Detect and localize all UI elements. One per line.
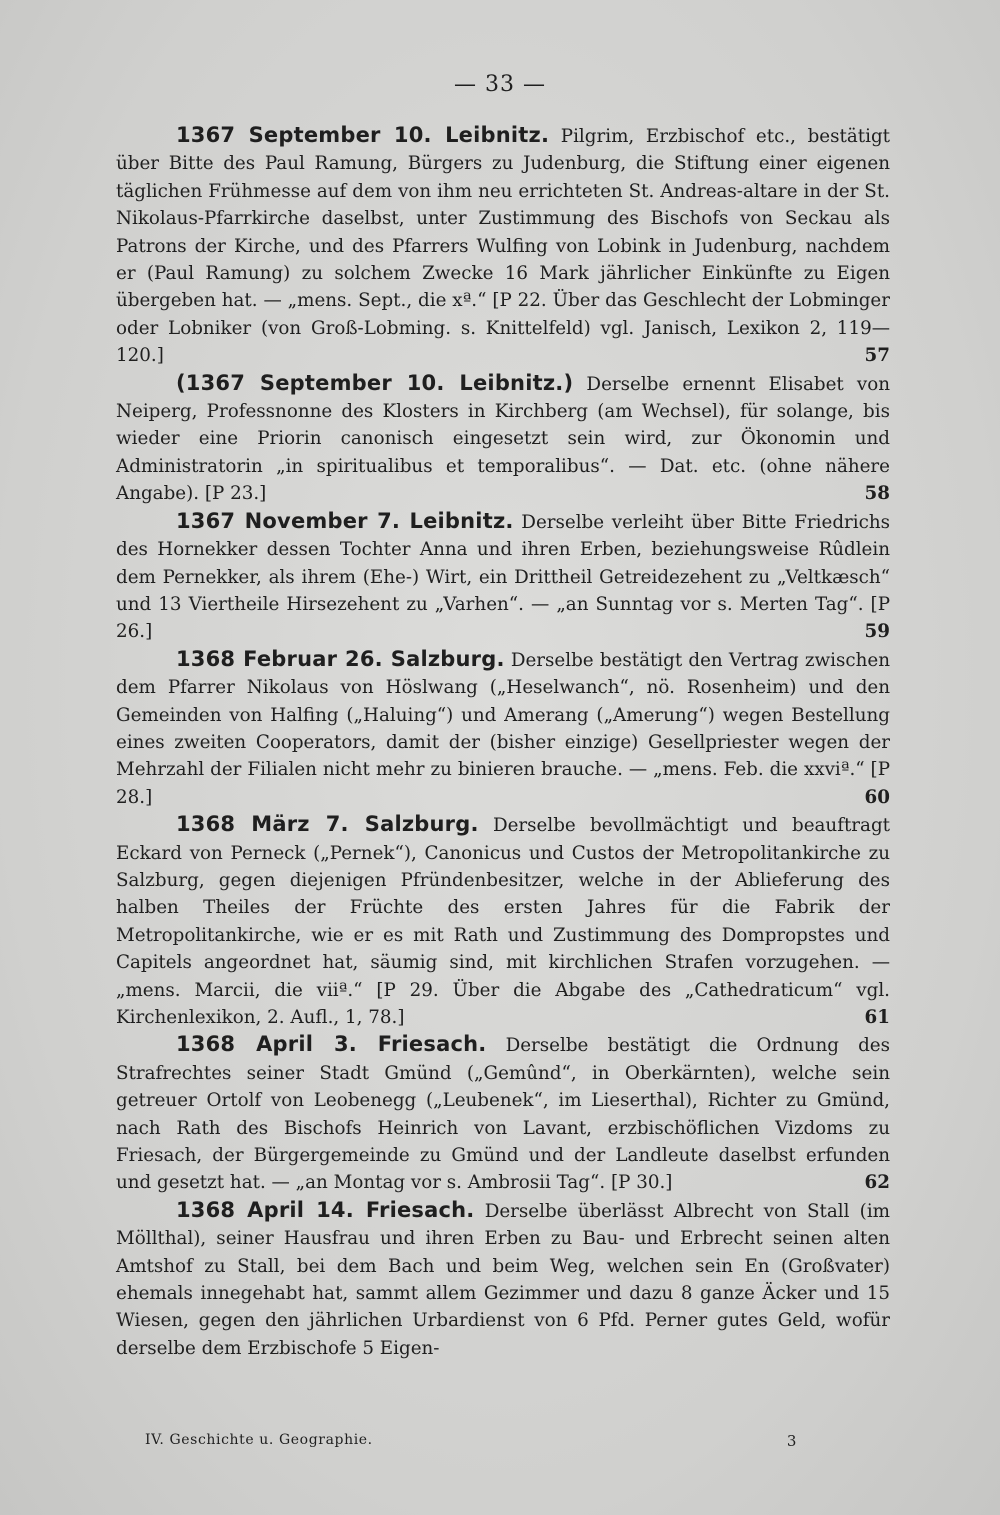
entry-heading: 1367 September 10. Leibnitz.	[176, 123, 550, 147]
entry-text: Derselbe bestätigt die Ordnung des Strafrechtes seiner Stadt Gmünd („Gemûnd“, in Oberkärnten), welche sein getreuer Ortolf von Leobenegg („Leubenek“, im Lieserthal), Richter zu Gmünd, nach Rath des Bischofs Heinrich von Lavant, erzbischöflichen Vizdoms zu Friesach, der Bürgergemeinde zu Gmünd und der Landleute daselbst erfunden und gesetzt hat. — „an Montag vor s. Ambrosii Tag“. [P 30.]	[116, 1035, 890, 1194]
regest-entry	[116, 811, 890, 1031]
entry-number: 61	[864, 1007, 890, 1028]
entry-text: Derselbe ernennt Elisabet von Neiperg, Professnonne des Klosters in Kirchberg (am Wechsel), für solange, bis wieder eine Priorin canonisch eingesetzt sein wird, zur Ökonomin und Administratorin „in spiritualibus et temporalibus“. — Dat. etc. (ohne nähere Angabe). [P 23.]	[116, 373, 890, 505]
entry-paragraph	[116, 646, 890, 811]
document-body	[116, 122, 890, 1362]
entry-paragraph	[116, 1197, 890, 1362]
entry-heading: (1367 September 10. Leibnitz.)	[176, 370, 574, 395]
page-footer	[145, 1432, 797, 1450]
entry-paragraph	[116, 122, 890, 370]
entry-heading: 1368 April 3. Friesach.	[176, 1032, 487, 1057]
regest-entry	[116, 508, 890, 646]
entry-heading: 1368 April 14. Friesach.	[176, 1197, 475, 1222]
entry-number: 62	[864, 1172, 890, 1194]
regest-entry	[116, 122, 890, 370]
regest-entry	[116, 1197, 890, 1362]
regest-entry	[116, 1031, 890, 1196]
entry-text: Derselbe verleiht über Bitte Friedrichs des Hornekker dessen Tochter Anna und ihren Erben, beziehungsweise Rûdlein dem Pernekker, als ihrem (Ehe-) Wirt, ein Drittheil Getreidezehent zu „Veltkæsch“ und 13 Viertheile Hirsezehent zu „Varhen“. — „an Sunntag vor s. Merten Tag“. [P 26.]	[116, 511, 891, 643]
entry-number: 59	[864, 621, 890, 643]
entry-number: 58	[864, 483, 890, 505]
entry-text: Derselbe bevollmächtigt und beauftragt Eckard von Perneck („Pernek“), Canonicus und Custos der Metropolitankirche zu Salzburg, gegen diejenigen Pfründenbesitzer, welche in der Ablieferung des halben Theiles der Früchte des ersten Jahres für die Fabrik der Metropolitankirche, wie er es mit Rath und Zustimmung des Dompropstes und Capitels angeordnet hat, säumig sind, mit kirchlichen Strafen vorzugehen. — „mens. Marcii, die viiª.“ [P 29. Über die Abgabe des „Cathedraticum“ vgl. Kirchenlexikon, 2. Aufl., 1, 78.]	[116, 815, 890, 1028]
entry-paragraph	[116, 811, 890, 1031]
entry-number: 57	[864, 345, 890, 367]
footer-section-title: IV. Geschichte u. Geographie.	[145, 1432, 373, 1448]
entry-heading: 1367 November 7. Leibnitz.	[176, 508, 514, 533]
entry-text: Derselbe bestätigt den Vertrag zwischen dem Pfarrer Nikolaus von Höslwang („Heselwanch“, nö. Rosenheim) und den Gemeinden von Halfing („Haluing“) und Amerang („Amerung“) wegen Bestellung eines zweiten Cooperators, damit der (bisher einzige) Gesellpriester wegen der Mehrzahl der Filialen nicht mehr zu binieren brauche. — „mens. Feb. die xxviª.“ [P 28.]	[116, 649, 890, 808]
entry-heading: 1368 März 7. Salzburg.	[176, 812, 479, 837]
signature-mark: 3	[786, 1432, 797, 1450]
entry-heading: 1368 Februar 26. Salzburg.	[176, 646, 505, 671]
page-number: — 33 —	[454, 72, 546, 97]
entry-paragraph	[116, 508, 890, 646]
entry-paragraph	[116, 370, 890, 508]
entry-text: Pilgrim, Erzbischof etc., bestätigt über Bitte des Paul Ramung, Bürgers zu Judenburg, die Stiftung einer eigenen täglichen Frühmesse auf dem von ihm neu errichteten St. Andreas-altare in der St. Nikolaus-Pfarrkirche daselbst, unter Zustimmung des Bischofs von Seckau als Patrons der Kirche, und des Pfarrers Wulfing von Lobink in Judenburg, nachdem er (Paul Ramung) zu solchem Zwecke 16 Mark jährlicher Einkünfte zu Eigen übergeben hat. — „mens. Sept., die xª.“ [P 22. Über das Geschlecht der Lobminger oder Lobniker (von Groß-Lobming. s. Knittelfeld) vgl. Janisch, Lexikon 2, 119—120.]	[116, 126, 890, 367]
regest-entry	[116, 370, 890, 508]
regest-entry	[116, 646, 890, 811]
entry-paragraph	[116, 1031, 890, 1196]
entry-text: Derselbe überlässt Albrecht von Stall (im Möllthal), seiner Hausfrau und ihren Erben zu Bau- und Erbrecht seinen alten Amtshof zu Stall, bei dem Bach und beim Weg, welchen sein En (Großvater) ehemals innegehabt hat, sammt allem Gezimmer und dazu 8 ganze Äcker und 15 Wiesen, gegen den jährlichen Urbardienst von 6 Pfd. Perner gutes Geld, wofür derselbe dem Erzbischofe 5 Eigen-	[116, 1200, 890, 1359]
entry-number: 60	[864, 786, 890, 808]
